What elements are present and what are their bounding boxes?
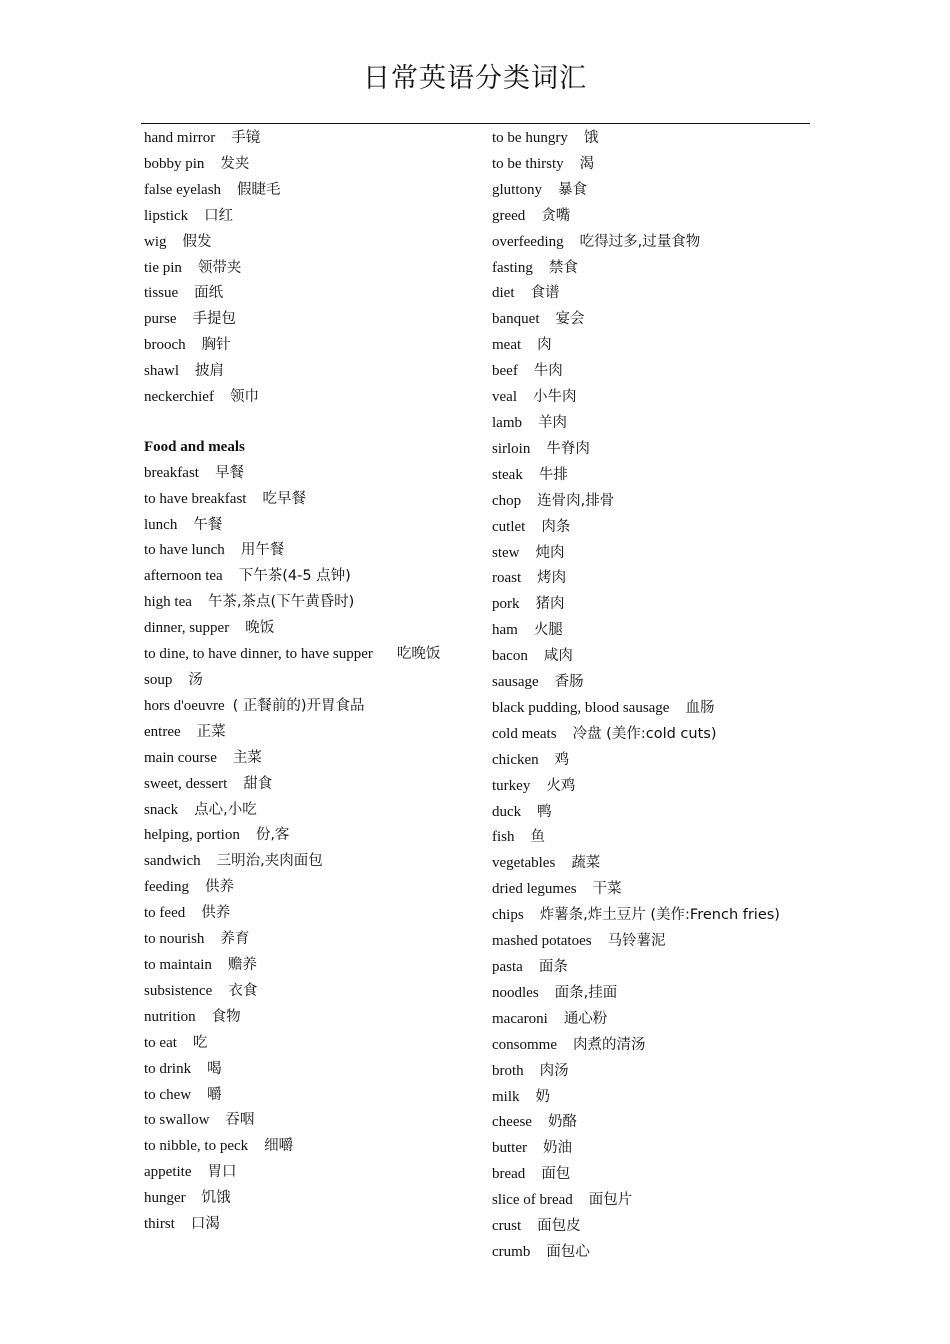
vocab-entry: milk 奶 [492, 1088, 551, 1105]
vocab-entry: purse 手提包 [144, 311, 236, 328]
vocab-entry: to drink 喝 [144, 1060, 222, 1077]
vocab-entry: turkey 火鸡 [492, 777, 576, 794]
vocab-entry: cheese 奶酪 [492, 1114, 577, 1131]
left-column [144, 125, 462, 1237]
vocab-entry: appetite 胃口 [144, 1164, 237, 1181]
vocab-entry: to be hungry 饿 [492, 130, 599, 146]
vocab-entry: hors d'oeuvre ( 正餐前的)开胃食品 [144, 697, 365, 714]
vocab-entry: gluttony 暴食 [492, 181, 588, 198]
vocab-entry: shawl 披肩 [144, 363, 224, 380]
vocab-entry: chips 炸薯条,炸土豆片 (美作:French fries) [492, 907, 780, 924]
vocab-entry: banquet 宴会 [492, 311, 585, 328]
vocab-entry: hunger 饥饿 [144, 1190, 231, 1207]
vocab-entry: crumb 面包心 [492, 1243, 590, 1260]
vocab-entry: chicken 鸡 [492, 751, 570, 768]
vocab-entry: beef 牛肉 [492, 363, 563, 380]
vocab-entry: tie pin 领带夹 [144, 259, 242, 276]
vocab-entry: diet 食谱 [492, 285, 560, 302]
vocab-entry: wig 假发 [144, 233, 212, 250]
vocab-entry: sweet, dessert 甜食 [144, 775, 273, 792]
vocab-entry: overfeeding 吃得过多,过量食物 [492, 233, 701, 250]
vocab-entry: butter 奶油 [492, 1140, 572, 1157]
vocab-entry: soup 汤 [144, 672, 203, 689]
vocab-entry: fish 鱼 [492, 829, 545, 846]
vocab-entry: bacon 咸肉 [492, 648, 573, 665]
vocab-entry: pasta 面条 [492, 959, 568, 975]
vocab-entry: entree 正菜 [144, 723, 226, 740]
vocab-entry: consomme 肉煮的清汤 [492, 1036, 646, 1053]
vocab-entry: feeding 供养 [144, 879, 234, 896]
vocab-entry: to feed 供养 [144, 905, 231, 922]
vocab-entry: to have breakfast 吃早餐 [144, 490, 306, 507]
vocab-entry: cold meats 冷盘 (美作:cold cuts) [492, 725, 717, 742]
vocab-entry: sirloin 牛脊肉 [492, 440, 590, 457]
vocab-entry: to nourish 养育 [144, 931, 250, 948]
page-title: 日常英语分类词汇 [363, 63, 587, 94]
vocab-entry: bobby pin 发夹 [144, 155, 250, 172]
vocab-entry: macaroni 通心粉 [492, 1010, 608, 1027]
vocab-entry: bread 面包 [492, 1166, 571, 1183]
vocab-entry: lunch 午餐 [144, 516, 223, 533]
vocab-entry: dinner, supper 晚饭 [144, 620, 275, 637]
vocab-entry: veal 小牛肉 [492, 389, 577, 406]
vocab-entry: helping, portion 份,客 [144, 827, 290, 844]
vocab-entry: pork 猪肉 [492, 596, 565, 613]
vocab-entry: black pudding, blood sausage 血肠 [492, 699, 715, 716]
vocab-entry: main course 主菜 [144, 749, 262, 766]
vocab-entry: to nibble, to peck 细嚼 [144, 1138, 294, 1155]
vocab-entry: stew 炖肉 [492, 544, 565, 561]
section-heading: Food and meals [144, 438, 245, 455]
vocab-entry: ham 火腿 [492, 622, 563, 639]
vocab-entry: dried legumes 干菜 [492, 881, 622, 898]
vocab-entry: false eyelash 假睫毛 [144, 181, 281, 198]
vocab-entry: to be thirsty 渴 [492, 155, 595, 172]
vocab-entry: neckerchief 领巾 [144, 389, 259, 406]
vocab-entry: to eat 吃 [144, 1034, 208, 1051]
vocab-entry: to have lunch 用午餐 [144, 542, 285, 559]
vocab-entry: noodles 面条,挂面 [492, 984, 618, 1001]
vocab-entry: meat 肉 [492, 337, 552, 354]
vocab-entry: slice of bread 面包片 [492, 1192, 633, 1209]
vocab-entry: high tea 午茶,茶点(下午黄昏时) [144, 594, 355, 611]
vocab-entry: steak 牛排 [492, 466, 568, 483]
vocab-entry: brooch 胸针 [144, 337, 231, 354]
vocab-entry: to swallow 吞咽 [144, 1112, 255, 1129]
vocab-entry: to chew 嚼 [144, 1086, 222, 1103]
vocab-entry: mashed potatoes 马铃薯泥 [492, 933, 666, 950]
vocab-entry: tissue 面纸 [144, 285, 224, 302]
vocab-entry: roast 烤肉 [492, 570, 567, 587]
vocab-entry: afternoon tea 下午茶(4-5 点钟) [144, 568, 351, 585]
vocab-entry: vegetables 蔬菜 [492, 855, 601, 872]
spacer [144, 410, 462, 435]
vocab-entry: subsistence 衣食 [144, 982, 258, 999]
vocab-entry: to maintain 赡养 [144, 956, 257, 973]
vocab-entry: hand mirror 手镜 [144, 130, 261, 146]
vocab-entry: to dine, to have dinner, to have supper 吃晚饭 [144, 646, 441, 663]
vocab-entry: snack 点心,小吃 [144, 801, 257, 818]
vocab-entry: breakfast 早餐 [144, 464, 244, 481]
vocab-entry: crust 面包皮 [492, 1218, 581, 1235]
vocab-entry: lamb 羊肉 [492, 414, 567, 431]
vocab-entry: lipstick 口红 [144, 207, 234, 224]
vocab-entry: cutlet 肉条 [492, 518, 571, 535]
vocab-entry: thirst 口渴 [144, 1216, 220, 1233]
vocab-entry: sandwich 三明治,夹肉面包 [144, 853, 323, 870]
vocab-entry: sausage 香肠 [492, 674, 584, 691]
vocab-entry: duck 鸭 [492, 803, 552, 820]
vocab-entry: nutrition 食物 [144, 1008, 241, 1025]
right-column [492, 125, 810, 1265]
vocab-entry: fasting 禁食 [492, 259, 578, 276]
vocab-entry: chop 连骨肉,排骨 [492, 492, 615, 509]
vocab-entry: greed 贪嘴 [492, 207, 571, 224]
title-divider [141, 123, 810, 124]
vocab-entry: broth 肉汤 [492, 1062, 569, 1079]
